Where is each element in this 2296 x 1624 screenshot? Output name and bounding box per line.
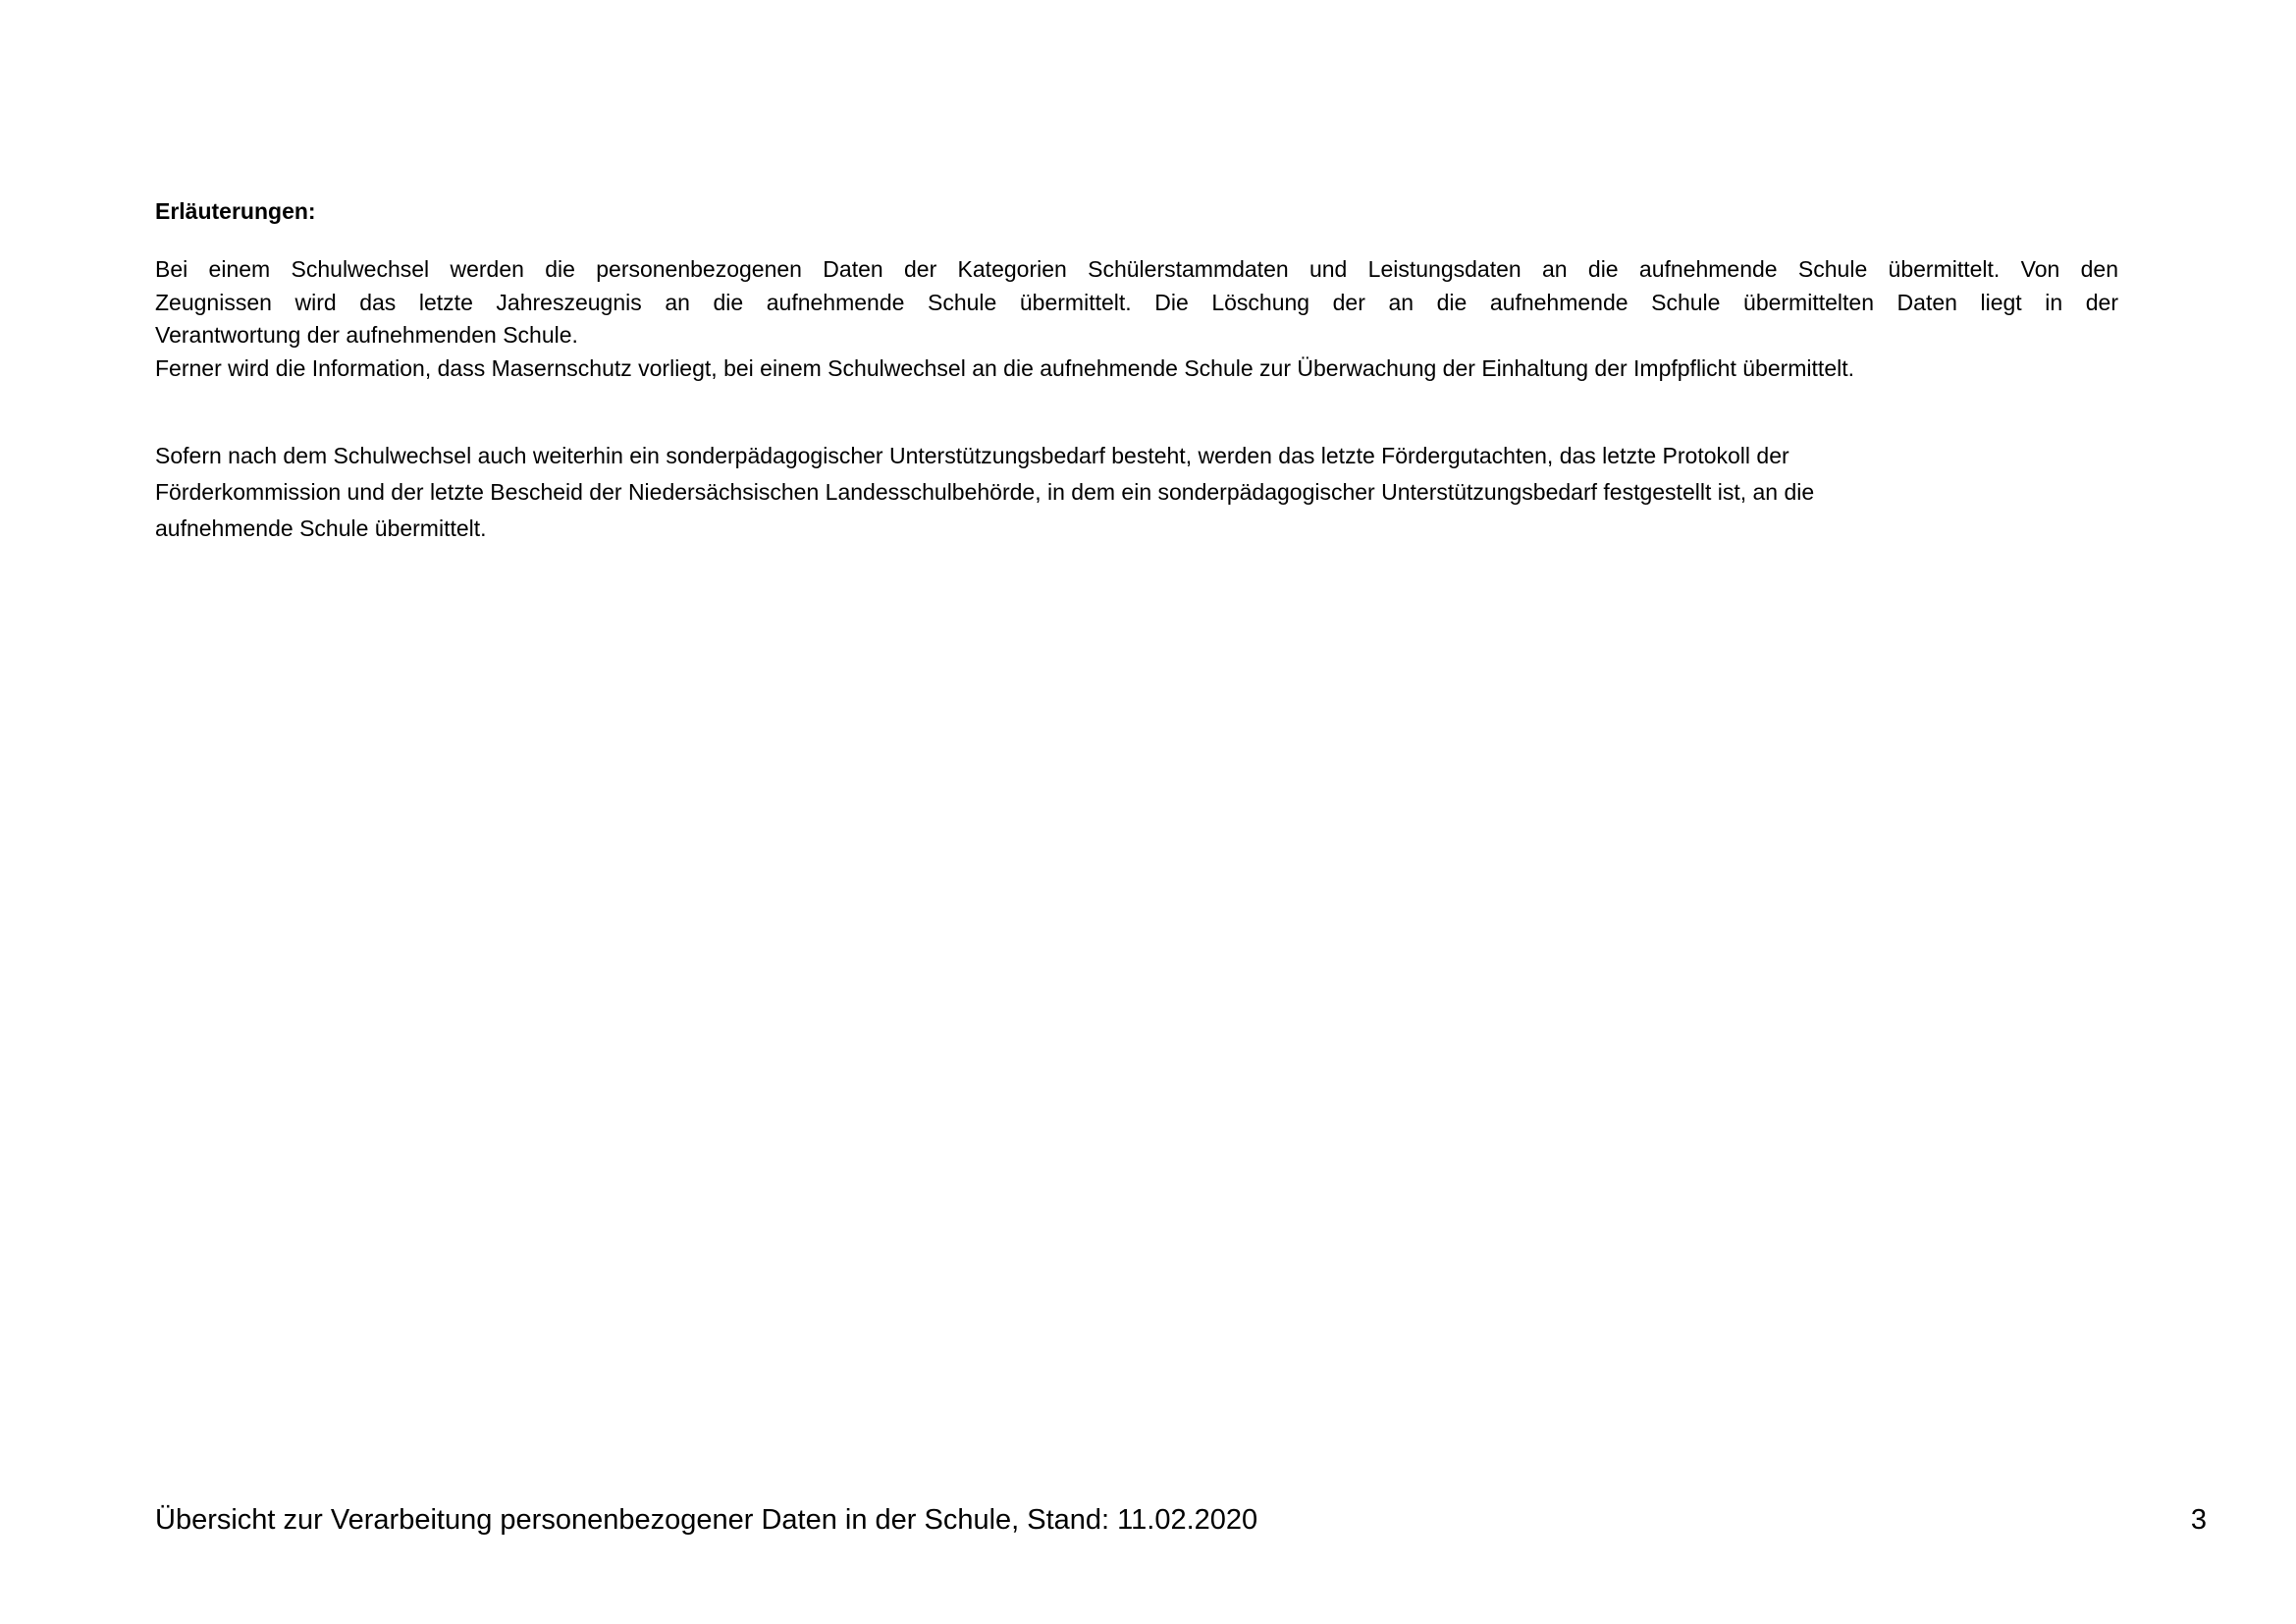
section-heading: Erläuterungen: bbox=[155, 198, 316, 224]
paragraph-line: Förderkommission und der letzte Bescheid der Niedersächsischen Landesschulbehörde, in dem ein sonderpädagogischer Unterstützungsbedarf festgestellt ist, an die bbox=[155, 479, 1815, 505]
footer-title: Übersicht zur Verarbeitung personenbezogener Daten in der Schule, Stand: 11.02.2020 bbox=[155, 1504, 1258, 1536]
paragraph-line: Zeugnissen wird das letzte Jahreszeugnis an die aufnehmende Schule übermittelt. Die Löschung der an die aufnehmende Schule übermittelten Daten liegt in der bbox=[155, 289, 2118, 315]
paragraph-line: Ferner wird die Information, dass Masernschutz vorliegt, bei einem Schulwechsel an die aufnehmende Schule zur Überwachung der Einhaltung der Impfpflicht übermittelt. bbox=[155, 354, 1855, 381]
paragraph-line: aufnehmende Schule übermittelt. bbox=[155, 515, 487, 541]
paragraph-line: Verantwortung der aufnehmenden Schule. bbox=[155, 322, 578, 348]
page-number: 3 bbox=[2190, 1504, 2207, 1536]
paragraph-special-needs bbox=[155, 438, 2118, 547]
paragraph-line: Bei einem Schulwechsel werden die personenbezogenen Daten der Kategorien Schülerstammdaten und Leistungsdaten an die aufnehmende Schule übermittelt. Von den bbox=[155, 256, 2118, 282]
paragraph-school-change bbox=[155, 253, 2118, 385]
paragraph-line: Sofern nach dem Schulwechsel auch weiterhin ein sonderpädagogischer Unterstützungsbedarf besteht, werden das letzte Fördergutachten, das letzte Protokoll der bbox=[155, 443, 1789, 468]
